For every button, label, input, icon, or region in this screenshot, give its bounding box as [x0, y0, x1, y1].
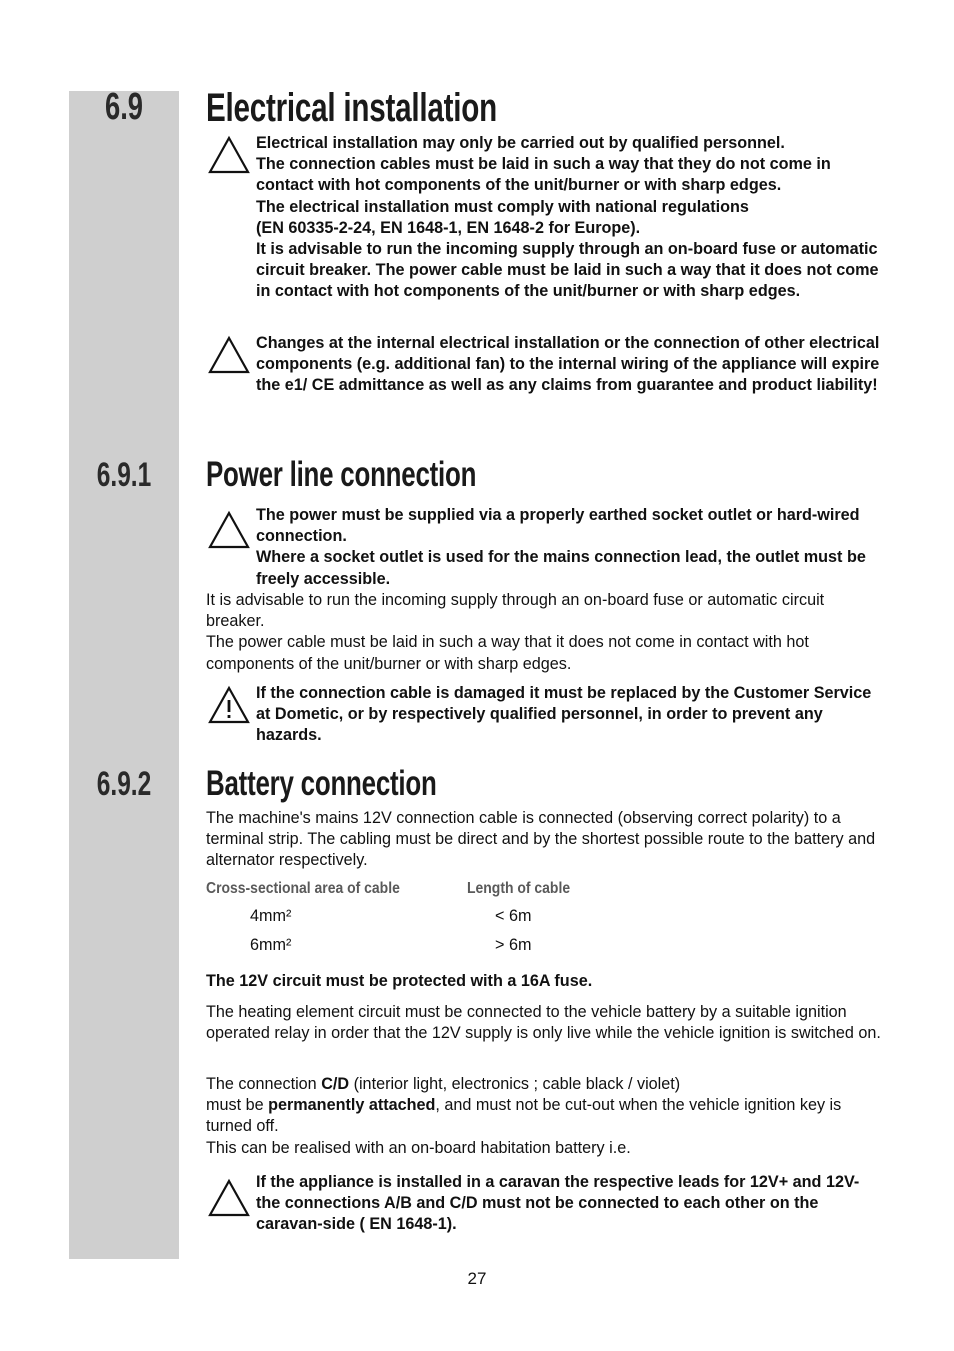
warning-triangle-icon — [207, 335, 251, 375]
section-number-6-9-1: 6.9.1 — [96, 456, 152, 494]
section-number-6-9-2: 6.9.2 — [96, 765, 152, 803]
warning-triangle-icon — [207, 510, 251, 550]
connection-cd-text: The connection C/D (interior light, electronics ; cable black / violet) must be permanently attached, and must not be cut-out when the vehicle ignition key is turned off. This can be realised with an on-board habitation battery i.e. — [206, 1075, 842, 1157]
warning-triangle-icon — [207, 135, 251, 175]
battery-intro-text: The machine's mains 12V connection cable is connected (observing correct polarity) to a terminal strip. The cabling must be direct and by the shortest possible route to the battery and alternator respectively. — [206, 809, 876, 870]
warning-earthed-socket: The power must be supplied via a properly earthed socket outlet or hard-wired connection. Where a socket outlet is used for the mains connection lead, the outlet must be freely accessible. — [256, 506, 866, 588]
section-title-power-line-connection: Power line connection — [206, 455, 477, 494]
cable-table-area-cell: 6mm² — [250, 936, 292, 954]
cable-table-header-length: Length of cable — [467, 880, 571, 897]
sidebar-band — [69, 91, 179, 1259]
warning-admittance-expiry: Changes at the internal electrical installation or the connection of other electrical components (e.g. additional fan) to the internal wiring of the appliance will expire the e1/ CE admittance as well as any claims from guarantee and product liability! — [256, 334, 880, 395]
warning-qualified-personnel: Electrical installation may only be carried out by qualified personnel. The connection cables must be laid in such a way that they do not come in contact with hot components of the unit/burner or with sharp edges. The electrical installation must comply with national regulations (EN 60335-2-24, EN 1648-1, EN 1648-2 for Europe). It is advisable to run the incoming supply through an on-board fuse or automatic circuit breaker. The power cable must be laid in such a way that it does not come in contact with hot components of the unit/burner or with sharp edges. — [256, 134, 879, 301]
section-number-6-9: 6.9 — [104, 86, 144, 128]
power-line-body-text: It is advisable to run the incoming supply through an on-board fuse or automatic circuit breaker. The power cable must be laid in such a way that it does not come in contact with hot components of the unit/burner or with sharp edges. — [206, 591, 825, 673]
warning-damaged-cable: If the connection cable is damaged it must be replaced by the Customer Service at Dometic, or by respectively qualified personnel, in order to prevent any hazards. — [256, 684, 872, 745]
cable-table-length-cell: > 6m — [495, 936, 532, 954]
cable-table-header-area: Cross-sectional area of cable — [206, 880, 400, 897]
warning-exclamation-triangle-icon — [207, 685, 251, 725]
section-title-electrical-installation: Electrical installation — [206, 86, 498, 130]
warning-caravan-leads: If the appliance is installed in a caravan the respective leads for 12V+ and 12V- the connections A/B and C/D must not be connected to each other on the caravan-side ( EN 1648-1). — [256, 1173, 860, 1234]
page-number: 27 — [467, 1269, 487, 1288]
cable-table-area-cell: 4mm² — [250, 907, 292, 925]
warning-triangle-icon — [207, 1178, 251, 1218]
heating-circuit-text: The heating element circuit must be connected to the vehicle battery by a suitable ignition operated relay in order that the 12V supply is only live while the vehicle ignition is switched on. — [206, 1003, 881, 1043]
fuse-requirement-text: The 12V circuit must be protected with a 16A fuse. — [206, 972, 593, 990]
cable-table-length-cell: < 6m — [495, 907, 532, 925]
section-title-battery-connection: Battery connection — [206, 764, 437, 803]
